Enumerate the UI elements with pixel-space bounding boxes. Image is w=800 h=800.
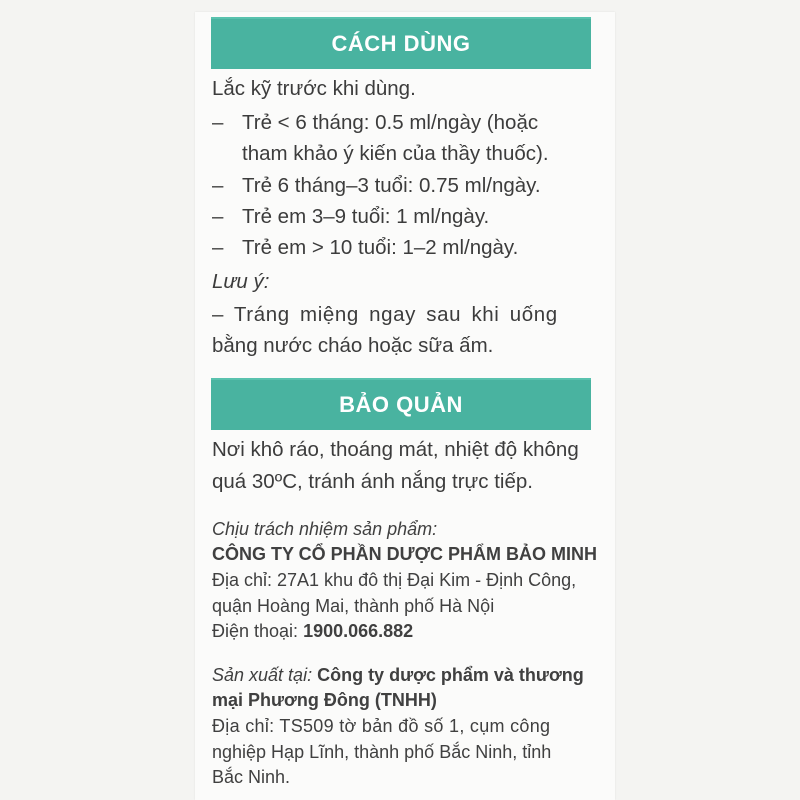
manufacturer-address: nghiệp Hạp Lĩnh, thành phố Bắc Ninh, tỉnh — [212, 742, 552, 762]
responsible-phone-line — [212, 619, 413, 645]
usage-item — [212, 107, 538, 138]
phone-number: 1900.066.882 — [303, 621, 414, 641]
manufacturer-address: Địa chỉ: TS509 tờ bản đồ số 1, cụm công — [212, 716, 551, 736]
responsible-label: Chịu trách nhiệm sản phẩm: — [212, 519, 438, 539]
usage-item-text: Trẻ 6 tháng–3 tuổi: 0.75 ml/ngày. — [242, 174, 541, 197]
responsible-address: Địa chỉ: 27A1 khu đô thị Đại Kim - Định Công, — [212, 570, 577, 590]
usage-item — [212, 232, 518, 263]
storage-line: quá 30ºC, tránh ánh nắng trực tiếp. — [212, 470, 533, 493]
storage-line: Nơi khô ráo, thoáng mát, nhiệt độ không — [212, 438, 579, 461]
phone-label: Điện thoại: — [212, 621, 304, 641]
note-line: bằng nước cháo hoặc sữa ấm. — [212, 334, 494, 357]
usage-item-text: Trẻ em 3–9 tuổi: 1 ml/ngày. — [242, 205, 490, 228]
usage-item-text: Trẻ em > 10 tuổi: 1–2 ml/ngày. — [242, 236, 519, 259]
manufacturer-name: Công ty dược phẩm và thương — [317, 665, 584, 685]
dash: – — [212, 111, 224, 134]
manufacturer-name: mại Phương Đông (TNHH) — [212, 690, 437, 710]
manufacturer-line — [212, 663, 584, 689]
usage-item-text: Trẻ < 6 tháng: 0.5 ml/ngày (hoặc — [242, 111, 539, 134]
dash: – — [212, 236, 224, 259]
dash: – — [212, 205, 224, 228]
manufacturer-label: Sản xuất tại: — [212, 665, 318, 685]
note-label: Lưu ý: — [212, 270, 270, 293]
responsible-company: CÔNG TY CỔ PHẦN DƯỢC PHẨM BẢO MINH — [212, 544, 597, 564]
usage-item — [212, 170, 541, 201]
usage-heading: CÁCH DÙNG — [211, 17, 591, 69]
usage-item-continuation: tham khảo ý kiến của thầy thuốc). — [242, 142, 549, 165]
note-line: – Tráng miệng ngay sau khi uống — [212, 303, 558, 326]
storage-heading: BẢO QUẢN — [211, 378, 591, 430]
usage-item — [212, 201, 489, 232]
dash: – — [212, 174, 224, 197]
manufacturer-address: Bắc Ninh. — [212, 767, 291, 787]
usage-intro: Lắc kỹ trước khi dùng. — [212, 77, 416, 100]
responsible-address: quận Hoàng Mai, thành phố Hà Nội — [212, 596, 495, 616]
